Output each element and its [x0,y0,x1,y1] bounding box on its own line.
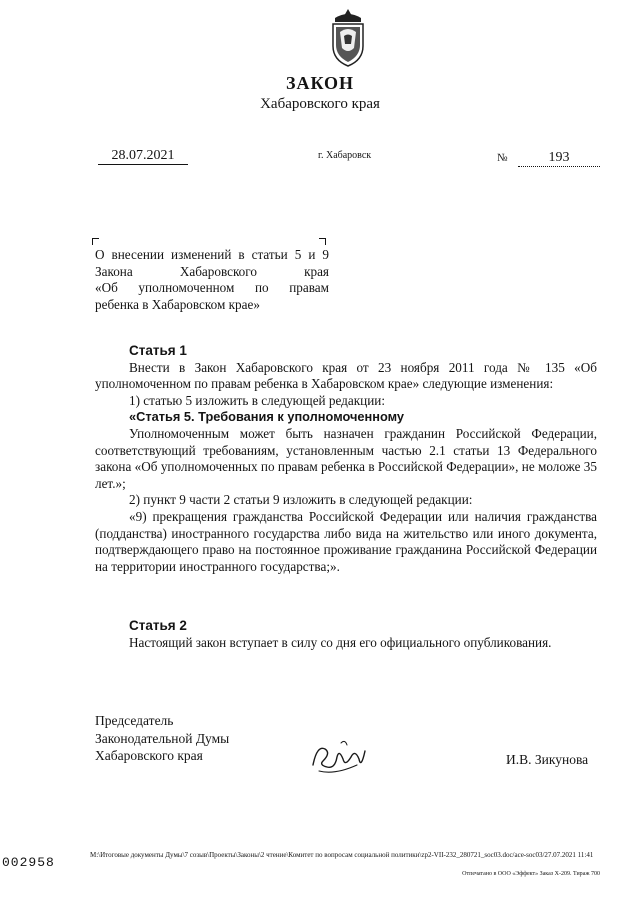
article-2 [95,618,597,651]
signatory-title-line: Хабаровского края [95,748,203,763]
law-subject-line: Закона Хабаровского края [95,263,329,279]
signatory-title-line: Законодательной Думы [95,730,230,746]
coat-of-arms-emblem [329,8,367,68]
article-1-intro: Внести в Закон Хабаровского края от 23 ноября 2011 года № 135 «Об уполномоченном по правам ребенка в Хабаровском крае» следующие изменения: [95,359,597,392]
article-1-item-2: 2) пункт 9 части 2 статьи 9 изложить в следующей редакции: [129,492,473,508]
article-1-item-1: 1) статью 5 изложить в следующей редакции: [129,392,385,408]
document-title: ЗАКОН [285,73,355,93]
corner-mark-left [92,238,99,245]
signatory-title-line: Председатель [95,713,174,728]
article-2-heading: Статья 2 [129,618,187,633]
law-subject-line: О внесении изменений в статьи 5 и 9 [95,247,329,262]
new-article-5-heading: «Статья 5. Требования к уполномоченному [129,409,405,425]
document-subtitle: Хабаровского края [260,96,380,112]
signatory-title [95,712,229,765]
new-article-5-text: Уполномоченным может быть назначен гражданин Российской Федерации, соответствующий требованиям, установленным частью 2.1 статьи 13 Федерального закона «Об уполномоченных по правам ребенка в Российской Федерации», не моложе 35 лет.»; [95,425,597,491]
footer-print-info: Отпечатано в ООО «Эффект» Заказ Х-209. Тираж 700 [462,871,600,877]
article-1 [95,343,597,575]
corner-mark-right [319,238,326,245]
article-2-text: Настоящий закон вступает в силу со дня его официального опубликования. [129,634,552,650]
footer-file-path: M:\Итоговые документы Думы\7 созыв\Проекты\Законы\2 чтение\Комитет по вопросам социальной политики\zp2-VII-232_280721_soc03.doc/ace-soc03/27.07.2021 11:41 [90,851,594,859]
signatory-name: И.В. Зикунова [506,752,589,767]
document-city: г. Хабаровск [318,150,372,161]
law-subject-line: ребенка в Хабаровском крае» [95,296,260,312]
footer-code: 002958 [2,855,55,870]
handwritten-signature [305,735,375,783]
article-1-heading: Статья 1 [129,343,187,358]
law-subject-line: «Об уполномоченном по правам [95,280,329,296]
document-number: 193 [518,150,600,167]
law-subject [95,247,329,313]
article-1-item-2-text: «9) прекращения гражданства Российской Федерации или наличия гражданства (подданства) иностранного государства либо вида на жительство или иного документа, подтверждающего право на постоянное проживание гражданина Российской Федерации на территории иностранного государства;». [95,508,597,574]
document-number-label: № [497,152,508,164]
document-date: 28.07.2021 [98,148,188,165]
